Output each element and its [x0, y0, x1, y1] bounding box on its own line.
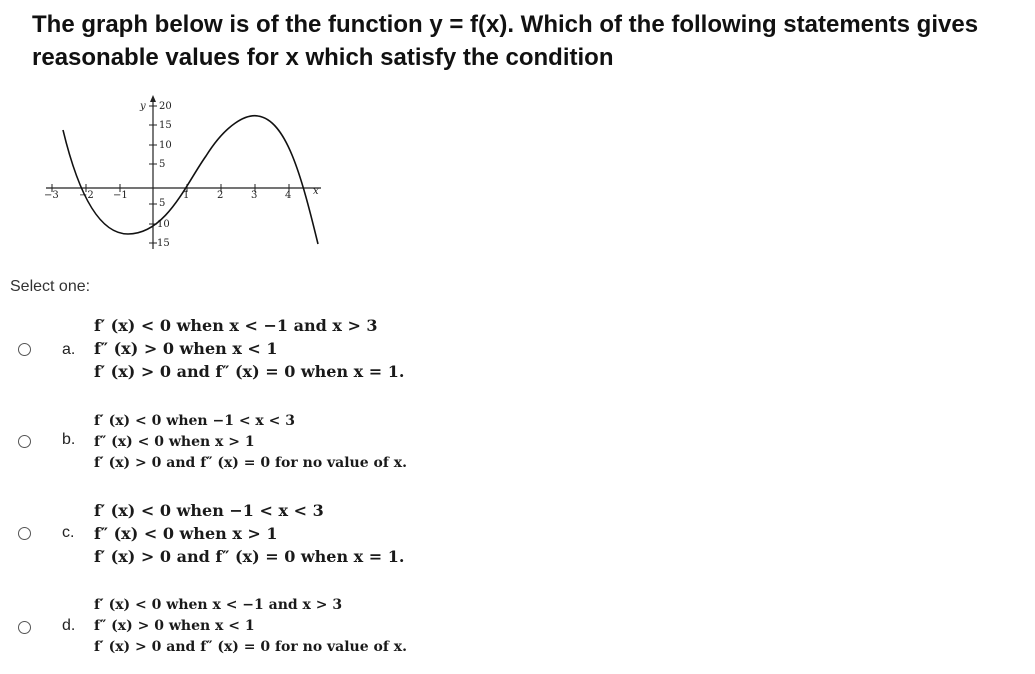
radio-button-d[interactable] [18, 621, 31, 634]
y-tick-label: 15 [159, 120, 172, 131]
option-line: f″ (x) < 0 when x > 1 [94, 434, 255, 450]
question-text [32, 8, 1032, 74]
option-line: f′ (x) > 0 and f″ (x) = 0 when x = 1. [94, 547, 405, 566]
x-tick-label: 2 [217, 190, 224, 201]
y-tick-label: 15 [157, 238, 170, 249]
option-letter: b. [62, 431, 76, 448]
option-text [94, 314, 404, 383]
option-letter: d. [62, 617, 76, 634]
function-graph [36, 94, 336, 254]
x-tick-label: 3 [251, 190, 258, 201]
x-tick-label: 1 [183, 190, 190, 201]
option-line: f′ (x) > 0 and f″ (x) = 0 for no value of x. [94, 639, 407, 655]
option-a[interactable] [0, 312, 1035, 392]
y-tick-label: 5 [159, 198, 166, 209]
radio-button-a[interactable] [18, 343, 31, 356]
x-tick-label: −1 [113, 190, 128, 201]
y-tick-label: 5 [159, 159, 166, 170]
y-tick-label: 10 [159, 140, 172, 151]
option-text [94, 595, 407, 658]
x-tick-label: 4 [285, 190, 292, 201]
question-line-1: The graph below is of the function y = f(x). Which of the following statements gives [32, 11, 979, 38]
y-axis-label: y [140, 101, 146, 112]
option-line: f′ (x) < 0 when −1 < x < 3 [94, 501, 324, 520]
x-axis-label: x [313, 186, 319, 197]
option-line: f′ (x) > 0 and f″ (x) = 0 for no value of x. [94, 455, 407, 471]
option-line: f″ (x) > 0 when x < 1 [94, 618, 255, 634]
function-curve [63, 116, 318, 244]
option-line: f″ (x) > 0 when x < 1 [94, 339, 278, 358]
option-c[interactable] [0, 499, 1035, 579]
radio-button-b[interactable] [18, 435, 31, 448]
option-letter: c. [62, 524, 75, 541]
option-line: f′ (x) < 0 when −1 < x < 3 [94, 413, 295, 429]
y-tick-label: 20 [159, 101, 172, 112]
option-b[interactable] [0, 410, 1035, 490]
option-line: f′ (x) > 0 and f″ (x) = 0 when x = 1. [94, 362, 405, 381]
y-axis-arrow [150, 95, 156, 102]
x-tick-label: −3 [44, 190, 59, 201]
x-tick-label: −2 [79, 190, 94, 201]
option-text [94, 411, 407, 474]
option-letter: a. [62, 341, 76, 358]
option-line: f′ (x) < 0 when x < −1 and x > 3 [94, 316, 378, 335]
select-one-label: Select one: [10, 278, 91, 295]
question-line-2: reasonable values for x which satisfy the condition [32, 44, 614, 71]
option-line: f′ (x) < 0 when x < −1 and x > 3 [94, 597, 343, 613]
y-tick-label: 10 [157, 219, 170, 230]
radio-button-c[interactable] [18, 527, 31, 540]
option-d[interactable] [0, 594, 1035, 674]
option-line: f″ (x) < 0 when x > 1 [94, 524, 278, 543]
option-text [94, 499, 404, 568]
